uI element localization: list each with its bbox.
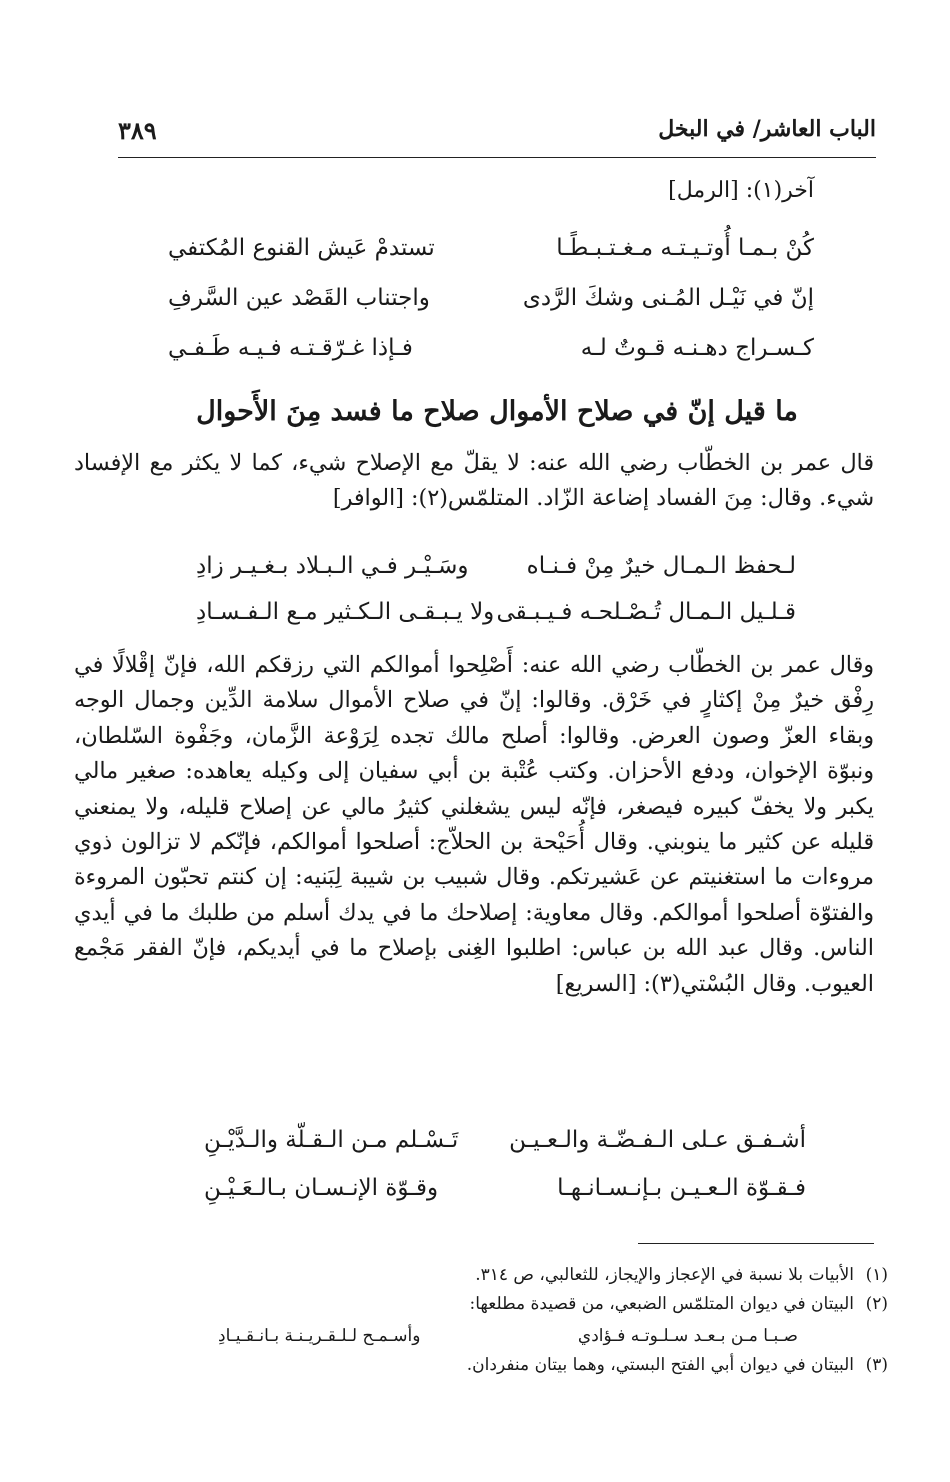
verse-first-hemistich: كُنْ بـمـا أُوتـيـتـه مـغـتـبـطًـا bbox=[556, 235, 814, 261]
running-header bbox=[118, 110, 876, 158]
footnote-verse bbox=[218, 1322, 798, 1350]
verse-second-hemistich: واجتناب القَصْد عين السَّرفِ bbox=[168, 285, 430, 311]
poem-verse bbox=[168, 328, 814, 368]
poem-verse bbox=[196, 546, 796, 586]
verse-first-hemistich: قـلـيل الـمـال تُـصْـلحـه فـيـبـقى bbox=[496, 599, 796, 625]
verse-first-hemistich: كـسـراج دهـنـه قـوتٌ لـه bbox=[580, 335, 814, 361]
footnote bbox=[470, 1291, 889, 1318]
verse-first-hemistich: أشـفـق عـلى الـفـضّـة والـعـيـن bbox=[509, 1127, 806, 1153]
footnote-number: (١) bbox=[865, 1265, 888, 1285]
verse-first-hemistich: لـحفظ الـمـال خيرٌ مِنْ فـنـاه bbox=[526, 553, 796, 579]
verse-second-hemistich: وأسـمـح لـلـقـريـنـة بـانـقـيـادِ bbox=[218, 1326, 421, 1346]
verse-first-hemistich: صـبـا مـن بـعـد سـلـوتـه فـؤادي bbox=[577, 1326, 798, 1346]
poem-verse bbox=[204, 1120, 806, 1160]
verse-first-hemistich: فـقـوّة الـعـيـن بـإنـسـانـهـا bbox=[557, 1175, 806, 1201]
poem-verse bbox=[204, 1168, 806, 1208]
section-heading: ما قيل إنّ في صلاح الأموال صلاح ما فسد مِنَ الأَحوال bbox=[196, 396, 798, 427]
footnote-number: (٢) bbox=[865, 1294, 888, 1314]
poem-verse bbox=[196, 592, 796, 632]
footnote-text: البيتان في ديوان المتلمّس الضبعي، من قصيدة مطلعها: bbox=[469, 1294, 854, 1314]
footnote bbox=[475, 1262, 888, 1289]
verse-second-hemistich: تَـسْـلم مـن الـقـلّة والـدَّيْـنِ bbox=[204, 1127, 459, 1153]
verse-second-hemistich: تستدمْ عَيش القنوع المُكتفي bbox=[168, 235, 435, 261]
verse-first-hemistich: إنّ في نَيْـل المُـنى وشكَ الرَّدى bbox=[522, 285, 814, 311]
poem-verse bbox=[168, 228, 814, 268]
body-paragraph: وقال عمر بن الخطّاب رضي الله عنه: أَصْلِحوا أموالكم التي رزقكم الله، فإنّ إقْلالًا في رِفْق خيرٌ مِنْ إكثارٍ في خَرْق. وقالوا: إنّ في صلاح الأموال سلامة الدِّين وجمال الوجه وبقاء العزّ وصون العرض. وقالوا: أصلح مالك تجده لِرَوْعة الزَّمان، وجَفْوة السّلطان، ونبوّة الإخوان، ودفع الأحزان. وكتب عُتْبة بن أبي سفيان إلى وكيله يعاهده: صغير مالي يكبر ولا يخفّ كبيره فيصغر، فإنّه ليس يشغلني كثيرُ مالي عن إصلاح قليله، ولا يمنعني قليله عن كثير ما ينوبني. وقال أُحَيْحة بن الحلاّج: أصلحوا أموالكم، فإنّكم لا تزالون ذوي مروءات ما استغنيتم عن عَشيرتكم. وقال شبيب بن شيبة لِبَنيه: إن كنتم تحبّون المروءة والفتوّة أصلحوا أموالكم. وقال معاوية: إصلاحك ما في يدك أسلم من طلبك ما في أيدي الناس. وقال عبد الله بن عباس: اطلبوا الغِنى بإصلاح ما في أيديكم، فإنّ الفقر مَجْمع العيوب. وقال البُسْتي(٣): [السريع] bbox=[74, 652, 875, 997]
verse-second-hemistich: وسَـيْـر فـي الـبـلاد بـغـيـر زادِ bbox=[196, 553, 469, 579]
page-number: ٣٨٩ bbox=[118, 116, 157, 145]
footnote-text: البيتان في ديوان أبي الفتح البستي، وهما بيتان منفردان. bbox=[466, 1355, 854, 1375]
verse-second-hemistich: وقـوّة الإنـسـان بـالـعَـيْـنِ bbox=[204, 1175, 439, 1201]
poem-intro-label: آخر(١): [الرمل] bbox=[668, 178, 814, 203]
verse-second-hemistich: ولا يـبـقـى الـكـثير مـع الـفـسـادِ bbox=[196, 599, 495, 625]
header-rule bbox=[118, 157, 876, 158]
chapter-title: الباب العاشر/ في البخل bbox=[658, 116, 876, 142]
footnote-text: الأبيات بلا نسبة في الإعجاز والإيجاز، للثعالبي، ص ٣١٤. bbox=[475, 1265, 854, 1285]
poem-verse bbox=[168, 278, 814, 318]
body-paragraph: قال عمر بن الخطّاب رضي الله عنه: لا يقلّ مع الإصلاح شيء، كما لا يكثر مع الإفساد شيء. وقال: مِنَ الفساد إضاعة الزّاد. المتلمّس(٢): [الوافر] bbox=[74, 450, 874, 512]
footnote-number: (٣) bbox=[865, 1355, 888, 1375]
footnote bbox=[467, 1352, 888, 1379]
footnote-separator bbox=[638, 1243, 874, 1244]
verse-second-hemistich: فـإذا غـرّقـتـه فـيـه طَـفـي bbox=[168, 335, 413, 361]
